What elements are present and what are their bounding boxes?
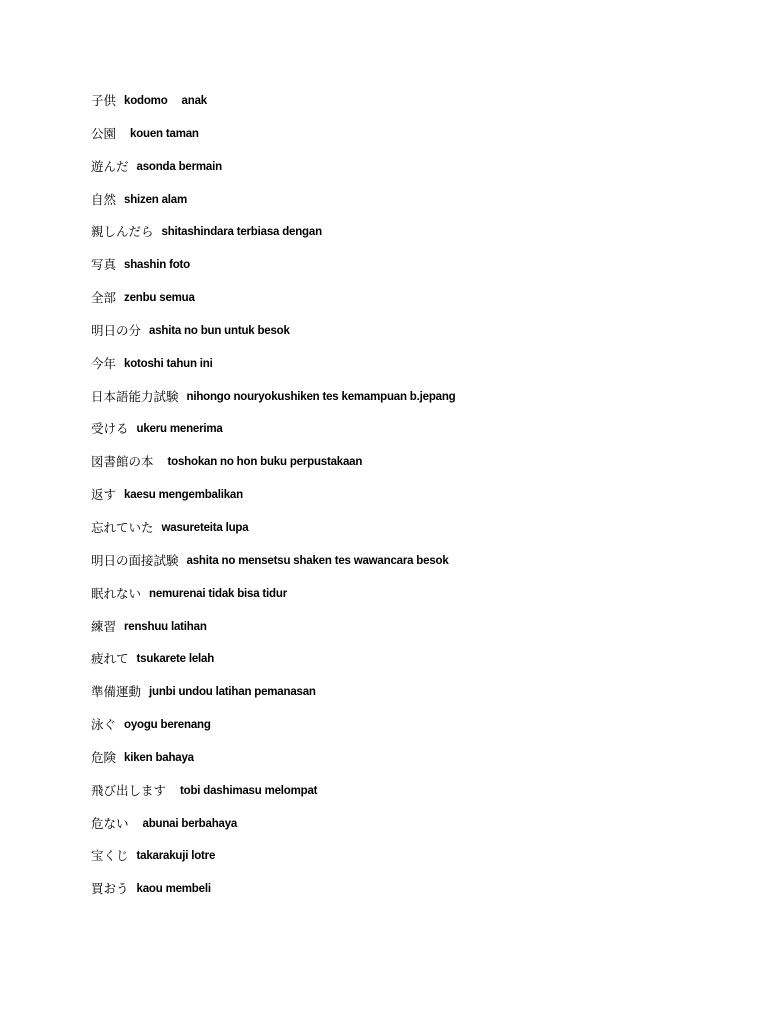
romaji-reading: kaesu <box>124 489 156 502</box>
romaji-reading: kotoshi <box>124 357 164 370</box>
japanese-word: 危険 <box>91 749 117 765</box>
indonesian-meaning: tes wawancara besok <box>334 554 449 567</box>
vocab-row <box>91 191 455 224</box>
japanese-word: 眠れない <box>91 585 142 601</box>
vocab-row <box>91 158 455 191</box>
japanese-word: 疲れて <box>91 651 129 667</box>
romaji-reading: shitashindara <box>161 226 234 239</box>
vocab-row <box>91 782 455 815</box>
japanese-word: 写真 <box>91 257 117 273</box>
indonesian-meaning: bermain <box>178 160 222 173</box>
vocab-row <box>91 420 455 453</box>
japanese-word: 親しんだら <box>91 224 154 240</box>
indonesian-meaning: lotre <box>191 850 216 863</box>
vocab-row <box>91 552 455 585</box>
vocab-row <box>91 716 455 749</box>
vocab-row <box>91 223 455 256</box>
vocab-row <box>91 92 455 125</box>
romaji-reading: kodomo <box>124 95 168 107</box>
romaji-reading: kiken <box>124 751 153 764</box>
romaji-reading: ashita no bun <box>149 324 222 337</box>
vocab-row <box>91 618 455 651</box>
indonesian-meaning: latihan <box>170 620 207 633</box>
indonesian-meaning: anak <box>181 95 207 107</box>
vocab-row <box>91 322 455 355</box>
indonesian-meaning: lelah <box>188 653 215 666</box>
romaji-reading: shashin <box>124 259 167 272</box>
indonesian-meaning: berbahaya <box>181 817 238 830</box>
vocab-row <box>91 388 455 421</box>
indonesian-meaning: semua <box>159 292 195 305</box>
vocab-row <box>91 289 455 322</box>
romaji-reading: abunai <box>142 817 179 830</box>
japanese-word: 遊んだ <box>91 158 129 174</box>
romaji-reading: ashita no mensetsu shaken <box>186 554 332 567</box>
romaji-reading: tsukarete <box>136 653 186 666</box>
romaji-reading: wasureteita <box>161 521 223 534</box>
romaji-reading: nihongo nouryokushiken <box>186 390 320 403</box>
indonesian-meaning: latihan pemanasan <box>215 686 316 699</box>
japanese-word: 今年 <box>91 355 117 371</box>
vocab-row <box>91 256 455 289</box>
japanese-word: 明日の分 <box>91 322 142 338</box>
japanese-word: 危ない <box>91 815 129 831</box>
japanese-word: 図書館の本 <box>91 454 154 470</box>
romaji-reading: takarakuji <box>136 850 189 863</box>
vocab-row <box>91 847 455 880</box>
vocab-row <box>91 453 455 486</box>
japanese-word: 宝くじ <box>91 848 129 864</box>
vocab-row <box>91 815 455 848</box>
japanese-word: 練習 <box>91 618 117 634</box>
japanese-word: 泳ぐ <box>91 717 117 733</box>
romaji-reading: tobi dashimasu <box>180 784 262 797</box>
vocab-row <box>91 355 455 388</box>
indonesian-meaning: melompat <box>264 784 318 797</box>
japanese-word: 飛び出します <box>91 782 167 798</box>
japanese-word: 自然 <box>91 191 117 207</box>
romaji-reading: nemurenai <box>149 587 206 600</box>
vocab-row <box>91 650 455 683</box>
indonesian-meaning: tahun ini <box>166 357 213 370</box>
indonesian-meaning: buku perpustakaan <box>260 456 363 469</box>
romaji-reading: ukeru <box>136 423 167 436</box>
indonesian-meaning: untuk besok <box>224 324 290 337</box>
indonesian-meaning: foto <box>169 259 190 272</box>
vocab-row <box>91 486 455 519</box>
romaji-reading: junbi undou <box>149 686 213 699</box>
romaji-reading: shizen <box>124 193 159 206</box>
indonesian-meaning: membeli <box>165 883 211 896</box>
indonesian-meaning: mengembalikan <box>158 489 243 502</box>
indonesian-meaning: taman <box>165 127 199 140</box>
japanese-word: 公園 <box>91 125 117 141</box>
vocab-row <box>91 749 455 782</box>
vocab-row <box>91 125 455 158</box>
japanese-word: 忘れていた <box>91 519 154 535</box>
romaji-reading: zenbu <box>124 292 157 305</box>
japanese-word: 返す <box>91 487 117 503</box>
indonesian-meaning: tes kemampuan b.jepang <box>322 390 456 403</box>
indonesian-meaning: bahaya <box>155 751 194 764</box>
romaji-reading: asonda <box>136 160 176 173</box>
indonesian-meaning: berenang <box>160 719 211 732</box>
vocabulary-list <box>91 92 455 913</box>
romaji-reading: oyogu <box>124 719 158 732</box>
indonesian-meaning: tidak bisa tidur <box>208 587 287 600</box>
japanese-word: 日本語能力試験 <box>91 388 179 404</box>
indonesian-meaning: terbiasa dengan <box>236 226 322 239</box>
japanese-word: 受ける <box>91 421 129 437</box>
romaji-reading: renshuu <box>124 620 168 633</box>
vocab-row <box>91 519 455 552</box>
romaji-reading: kaou <box>136 883 163 896</box>
japanese-word: 子供 <box>91 93 117 108</box>
japanese-word: 全部 <box>91 290 117 306</box>
japanese-word: 明日の面接試験 <box>91 552 179 568</box>
vocab-row <box>91 585 455 618</box>
indonesian-meaning: menerima <box>169 423 223 436</box>
romaji-reading: kouen <box>130 127 163 140</box>
indonesian-meaning: lupa <box>225 521 249 534</box>
vocab-row <box>91 880 455 913</box>
romaji-reading: toshokan no hon <box>167 456 258 469</box>
japanese-word: 準備運動 <box>91 684 142 700</box>
indonesian-meaning: alam <box>161 193 188 206</box>
vocab-row <box>91 683 455 716</box>
japanese-word: 買おう <box>91 881 129 897</box>
